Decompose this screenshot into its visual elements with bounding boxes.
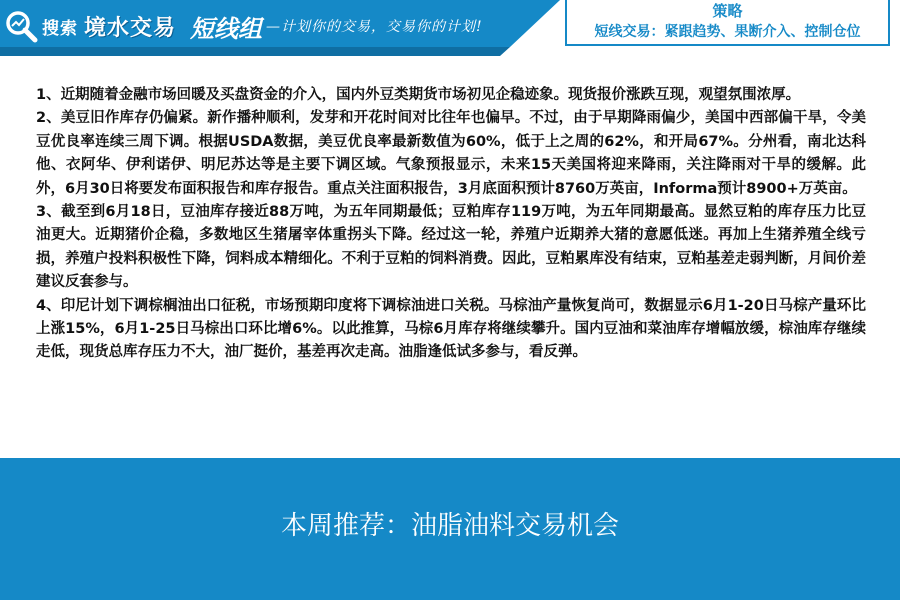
analysis-paragraph-1: 1、近期随着金融市场回暖及买盘资金的介入，国内外豆类期货市场初见企稳迹象。现货报价涨跌互现，观望氛围浓厚。 <box>36 87 801 103</box>
weekly-recommendation: 本周推荐：油脂油料交易机会 <box>280 511 619 541</box>
brand-name: 境水交易 <box>84 15 177 41</box>
analysis-paragraph-3: 3、截至到6月18日，豆油库存接近88万吨，为五年同期最低；豆粕库存119万吨，为五年同期最高。显然豆粕的库存压力比豆油更大。近期猪价企稳，多数地区生猪屠宰体重拐头下降。经过这一轮，养殖户近期养大猪的意愿低迷。再加上生猪养殖全线亏损，养殖户投料积极性下降，饲料成本精细化。不利于豆粕的饲料消费。因此，豆粕累库没有结束，豆粕基差走弱判断，月间价差建议反套参与。 <box>36 204 866 291</box>
brand-logo <box>4 6 483 46</box>
search-magnifier-icon <box>4 9 38 43</box>
brand-search-text: 搜索 <box>42 18 78 39</box>
strategy-title: 策略 <box>712 2 743 20</box>
analysis-text <box>36 84 866 365</box>
footer-banner <box>0 458 900 600</box>
analysis-paragraph-2: 2、美豆旧作库存仍偏紧。新作播种顺利，发芽和开花时间对比往年也偏早。不过，由于早期降雨偏少，美国中西部偏干旱，令美豆优良率连续三周下调。根据USDA数据，美豆优良率最新数值为60%，低于上之周的62%，和开局67%。分州看，南北达科他、衣阿华、伊利诺伊、明尼苏达等是主要下调区域。气象预报显示，未来15天美国将迎来降雨，关注降雨对干旱的缓解。此外，6月30日将要发布面积报告和库存报告。重点关注面积报告，3月底面积预计8760万英亩，Informa预计8900+万英亩。 <box>36 110 866 197</box>
header-banner <box>0 0 900 56</box>
analysis-paragraph-4: 4、印尼计划下调棕榈油出口征税，市场预期印度将下调棕油进口关税。马棕油产量恢复尚可，数据显示6月1-20日马棕产量环比上涨15%，6月1-25日马棕出口环比增6%。以此推算，马棕6月库存将继续攀升。国内豆油和菜油库存增幅放缓，棕油库存继续走低，现货总库存压力不大，油厂挺价，基差再次走高。油脂逢低试多参与，看反弹。 <box>36 297 866 361</box>
brand-team: 短线组 <box>190 13 263 43</box>
strategy-text: 短线交易：紧跟趋势、果断介入、控制仓位 <box>594 24 861 40</box>
strategy-box <box>565 0 890 46</box>
brand-slogan: —计划你的交易，交易你的计划! <box>266 19 483 35</box>
